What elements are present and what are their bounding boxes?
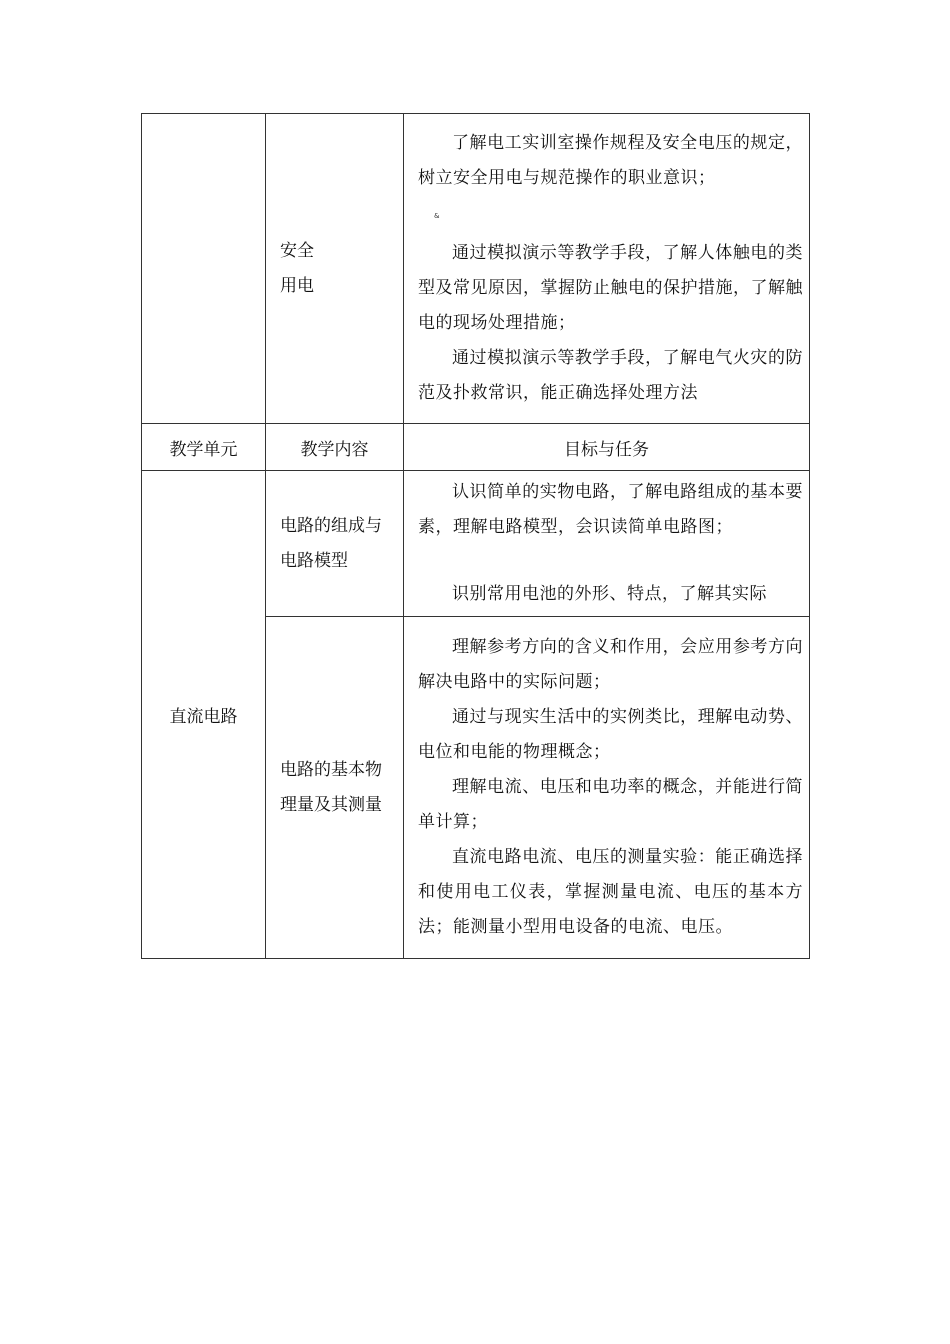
stray-mark: &: [434, 212, 440, 220]
goals-cell-safety: [404, 114, 810, 424]
unit-cell-dc: 直流电路: [142, 471, 266, 959]
content-line: 用电: [280, 275, 314, 296]
content-line: 安全: [280, 240, 314, 261]
header-goals: 目标与任务: [404, 424, 810, 471]
goal-paragraph: 通过模拟演示等教学手段，了解电气火灾的防范及扑救常识，能正确选择处理方法: [418, 348, 803, 403]
header-content: 教学内容: [266, 424, 404, 471]
header-unit: 教学单元: [142, 424, 266, 471]
goal-paragraph: 认识简单的实物电路，了解电路组成的基本要素，理解电路模型，会识读简单电路图；: [418, 482, 803, 537]
goal-paragraph: 理解电流、电压和电功率的概念，并能进行简单计算；: [418, 777, 803, 832]
content-line: 电路的组成与: [280, 515, 382, 536]
content-line: 电路的基本物: [280, 759, 382, 780]
table-row-safety: [142, 114, 810, 424]
goals-cell-circuit-model: [404, 471, 810, 617]
goal-paragraph: 直流电路电流、电压的测量实验：能正确选择和使用电工仪表，掌握测量电流、电压的基本方法；能测量小型用电设备的电流、电压。: [418, 847, 803, 937]
content-line: 理量及其测量: [280, 794, 382, 815]
content-line: 电路模型: [280, 550, 348, 571]
goals-cell-physical-quantities: [404, 617, 810, 959]
goal-paragraph: 通过与现实生活中的实例类比，理解电动势、电位和电能的物理概念；: [418, 707, 803, 762]
table-header-row: [142, 424, 810, 471]
content-cell-safety: [266, 114, 404, 424]
syllabus-table: [141, 113, 810, 959]
goal-paragraph: 通过模拟演示等教学手段，了解人体触电的类型及常见原因，掌握防止触电的保护措施，了解触电的现场处理措施；: [418, 243, 803, 333]
goal-paragraph: 理解参考方向的含义和作用，会应用参考方向解决电路中的实际问题；: [418, 637, 803, 692]
content-cell-circuit-model: [266, 471, 404, 617]
spacer: [418, 545, 803, 577]
content-cell-physical-quantities: [266, 617, 404, 959]
unit-cell-empty: [142, 114, 266, 424]
goal-paragraph: 识别常用电池的外形、特点，了解其实际: [452, 584, 767, 604]
goal-paragraph: 了解电工实训室操作规程及安全电压的规定，树立安全用电与规范操作的职业意识；: [418, 133, 803, 188]
table-row-circuit-model: [142, 471, 810, 617]
